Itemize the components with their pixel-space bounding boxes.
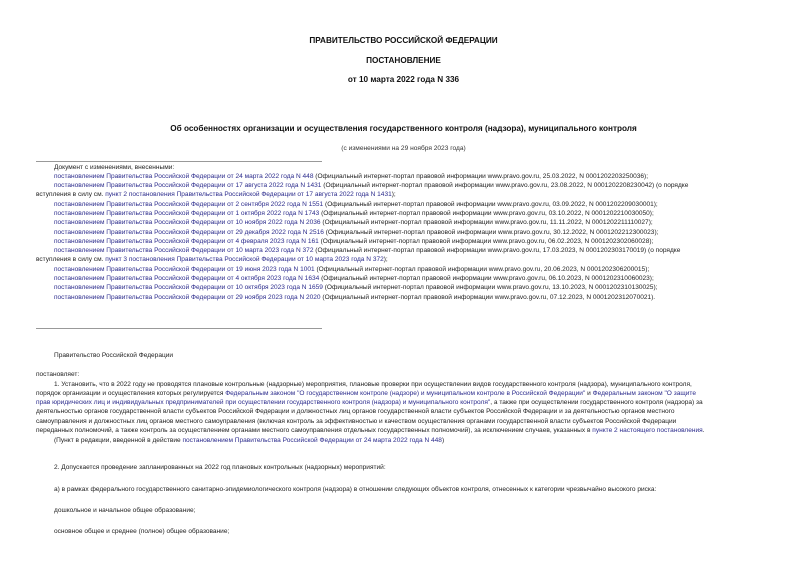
- amendment-link[interactable]: постановлением Правительства Российской Федерации от 10 октября 2023 года N 1659: [54, 284, 323, 291]
- amendment-link[interactable]: постановлением Правительства Российской Федерации от 4 февраля 2023 года N 161: [54, 238, 319, 245]
- document-title: Об особенностях организации и осуществления государственного контроля (надзора), муниципального контроля: [170, 124, 637, 133]
- amendment-item: постановлением Правительства Российской Федерации от 29 декабря 2022 года N 2516 (Официальный интернет-портал правовой информации www.pravo.gov.ru, 30.12.2022, N 0001202212300023);: [54, 229, 659, 236]
- amendment-item: постановлением Правительства Российской Федерации от 4 февраля 2023 года N 161 (Официальный интернет-портал правовой информации www.pravo.gov.ru, 06.02.2023, N 0001202302060028);: [54, 238, 654, 245]
- amendment-item: постановлением Правительства Российской Федерации от 29 ноября 2023 года N 2020 (Официальный интернет-портал правовой информации www.pravo.gov.ru, 07.12.2023, N 0001202312070021).: [54, 294, 656, 301]
- divider-bottom: [36, 328, 322, 329]
- effective-date-link[interactable]: пункт 3 постановления Правительства Российской Федерации от 10 марта 2023 года N 372: [105, 256, 384, 263]
- paragraph-line: деятельностью органов государственной власти субъектов Российской Федерации и должностных лиц органов государственной власти субъектов Российской Федерации и за деятельностью органов местного: [36, 408, 675, 415]
- amendment-link[interactable]: постановлением Правительства Российской Федерации от 29 ноября 2023 года N 2020: [54, 294, 321, 301]
- amendment-link[interactable]: постановлением Правительства Российской Федерации от 10 марта 2023 года N 372: [54, 247, 314, 254]
- amendment-item: постановлением Правительства Российской Федерации от 24 марта 2022 года N 448 (Официальный интернет-портал правовой информации www.pravo.gov.ru, 25.03.2022, N 0001202203250036);: [54, 173, 649, 180]
- federal-law-link-248fz[interactable]: Федеральным законом "О государственном контроле (надзоре) и муниципальном контроле в Российской Федерации": [225, 390, 586, 397]
- amendment-link[interactable]: постановлением Правительства Российской Федерации от 29 декабря 2022 года N 2516: [54, 229, 324, 236]
- amendment-item: постановлением Правительства Российской Федерации от 10 ноября 2022 года N 2036 (Официальный интернет-портал правовой информации www.pravo.gov.ru, 11.11.2022, N 0001202211110027);: [54, 219, 653, 226]
- paragraph-line: переданных полномочий, а также контроль за осуществлением органами местного самоуправления отдельных государственных полномочий), за исключением случаев, указанных в пункте 2 настоящего постановления.: [36, 427, 705, 434]
- paragraph-line: прав юридических лиц и индивидуальных предпринимателей при осуществлении государственного контроля (надзора) и муниципального контроля", а также при осуществлении государственного контроля (надзора) за: [36, 399, 703, 406]
- amendment-link[interactable]: постановлением Правительства Российской Федерации от 4 октября 2023 года N 1634: [54, 275, 320, 282]
- amendment-item: постановлением Правительства Российской Федерации от 10 октября 2023 года N 1659 (Официальный интернет-портал правовой информации www.pravo.gov.ru, 13.10.2023, N 0001202310130025);: [54, 284, 658, 291]
- paragraph-line: порядок организации и осуществления которых регулируется Федеральным законом "О государственном контроле (надзоре) и муниципальном контроле в Российской Федерации" и Федеральным законом "О защите: [36, 390, 696, 397]
- amendment-item: постановлением Правительства Российской Федерации от 10 марта 2023 года N 372 (Официальный интернет-портал правовой информации www.pravo.gov.ru, 17.03.2023, N 0001202303170019) (о порядке: [54, 247, 681, 254]
- revision-note-line: (Пункт в редакции, введенной в действие постановлением Правительства Российской Федерации от 24 марта 2022 года N 448): [54, 437, 445, 444]
- amendment-link[interactable]: постановлением Правительства Российской Федерации от 24 марта 2022 года N 448: [54, 173, 314, 180]
- paragraph-2: 2. Допускается проведение запланированных на 2022 год плановых контрольных (надзорных) мероприятий:: [54, 464, 386, 471]
- authority-heading: ПРАВИТЕЛЬСТВО РОССИЙСКОЙ ФЕДЕРАЦИИ: [309, 36, 498, 45]
- amendment-item-cont: вступления в силу см. пункт 2 постановления Правительства Российской Федерации от 17 августа 2022 года N 1431);: [36, 191, 396, 198]
- paragraph-2-link[interactable]: пункте 2 настоящего постановления: [592, 427, 703, 434]
- paragraph-2a: а) в рамках федерального государственного санитарно-эпидемиологического контроля (надзора) в отношении следующих объектов контроля, отнесенных к категории чрезвычайно высокого риска:: [54, 486, 657, 493]
- revision-note: (с изменениями на 29 ноября 2023 года): [341, 145, 466, 152]
- amendment-item-cont: вступления в силу см. пункт 3 постановления Правительства Российской Федерации от 10 марта 2023 года N 372);: [36, 256, 388, 263]
- amendment-item: постановлением Правительства Российской Федерации от 19 июня 2023 года N 1001 (Официальный интернет-портал правовой информации www.pravo.gov.ru, 20.06.2023, N 0001202306200015);: [54, 266, 650, 273]
- doc-type-heading: ПОСТАНОВЛЕНИЕ: [366, 56, 441, 65]
- amendment-item: постановлением Правительства Российской Федерации от 17 августа 2022 года N 1431 (Официальный интернет-портал правовой информации www.pravo.gov.ru, 23.08.2022, N 0001202208230042) (о порядке: [54, 182, 689, 189]
- amendment-item: постановлением Правительства Российской Федерации от 1 октября 2022 года N 1743 (Официальный интернет-портал правовой информации www.pravo.gov.ru, 03.10.2022, N 0001202210030050);: [54, 210, 654, 217]
- government-label: Правительство Российской Федерации: [54, 352, 174, 359]
- amendment-link[interactable]: постановлением Правительства Российской Федерации от 1 октября 2022 года N 1743: [54, 210, 320, 217]
- amendments-intro: Документ с изменениями, внесенными:: [54, 164, 175, 171]
- amendment-link[interactable]: постановлением Правительства Российской Федерации от 19 июня 2023 года N 1001: [54, 266, 315, 273]
- divider-top: [36, 161, 322, 162]
- list-item: основное общее и среднее (полное) общее образование;: [54, 528, 230, 535]
- amendment-link[interactable]: постановлением Правительства Российской Федерации от 17 августа 2022 года N 1431: [54, 182, 322, 189]
- amendment-link[interactable]: постановлением Правительства Российской Федерации от 10 ноября 2022 года N 2036: [54, 219, 321, 226]
- amendment-item: постановлением Правительства Российской Федерации от 4 октября 2023 года N 1634 (Официальный интернет-портал правовой информации www.pravo.gov.ru, 06.10.2023, N 0001202310060023);: [54, 275, 654, 282]
- federal-law-link-294fz[interactable]: Федеральным законом "О защите: [592, 390, 696, 397]
- list-item: дошкольное и начальное общее образование;: [54, 507, 196, 514]
- federal-law-link-294fz-cont[interactable]: прав юридических лиц и индивидуальных предпринимателей при осуществлении государственного контроля (надзора) и муниципального контроля": [36, 399, 491, 406]
- date-number-heading: от 10 марта 2022 года N 336: [347, 75, 460, 84]
- paragraph-line: самоуправления и должностных лиц органов местного самоуправления (включая контроль за эффективностью и качеством осуществления органами государственной власти субъектов Российской Федерации: [36, 418, 677, 425]
- effective-date-link[interactable]: пункт 2 постановления Правительства Российской Федерации от 17 августа 2022 года N 1431: [105, 191, 392, 198]
- amendment-link[interactable]: постановлением Правительства Российской Федерации от 2 сентября 2022 года N 1551: [54, 201, 324, 208]
- decrees-label: постановляет:: [36, 371, 80, 378]
- amendment-item: постановлением Правительства Российской Федерации от 2 сентября 2022 года N 1551 (Официальный интернет-портал правовой информации www.pravo.gov.ru, 03.09.2022, N 0001202209030001);: [54, 201, 658, 208]
- amendment-link-448[interactable]: постановлением Правительства Российской Федерации от 24 марта 2022 года N 448: [182, 437, 442, 444]
- paragraph-line: 1. Установить, что в 2022 году не проводятся плановые контрольные (надзорные) мероприятия, плановые проверки при осуществлении видов государственного контроля (надзора), муниципального контроля,: [54, 381, 692, 388]
